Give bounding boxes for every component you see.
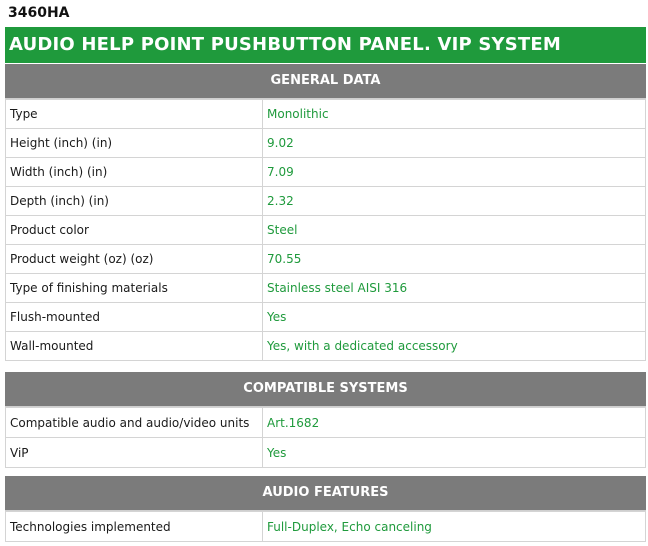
- row-label: Type: [6, 100, 263, 129]
- table-row: [6, 129, 646, 158]
- table-row: [6, 274, 646, 303]
- row-label: ViP: [6, 438, 263, 468]
- section-audio-features: [5, 476, 646, 542]
- table-row: [6, 438, 646, 468]
- row-value: Full-Duplex, Echo canceling: [263, 512, 646, 542]
- section-heading: COMPATIBLE SYSTEMS: [5, 372, 646, 407]
- row-label: Technologies implemented: [6, 512, 263, 542]
- row-value: 70.55: [263, 245, 646, 274]
- table-row: [6, 408, 646, 438]
- row-label: Flush-mounted: [6, 303, 263, 332]
- row-label: Width (inch) (in): [6, 158, 263, 187]
- table-row: [6, 187, 646, 216]
- page-title: AUDIO HELP POINT PUSHBUTTON PANEL. VIP SYSTEM: [5, 27, 646, 63]
- row-label: Height (inch) (in): [6, 129, 263, 158]
- row-value: Yes, with a dedicated accessory: [263, 332, 646, 361]
- row-label: Product weight (oz) (oz): [6, 245, 263, 274]
- row-value: Yes: [263, 438, 646, 468]
- audio-features-table: [5, 511, 646, 542]
- row-value: Monolithic: [263, 100, 646, 129]
- table-row: [6, 245, 646, 274]
- row-value: Art.1682: [263, 408, 646, 438]
- row-label: Product color: [6, 216, 263, 245]
- table-row: [6, 100, 646, 129]
- row-value: 7.09: [263, 158, 646, 187]
- section-heading: GENERAL DATA: [5, 64, 646, 99]
- row-value: 9.02: [263, 129, 646, 158]
- row-value: Stainless steel AISI 316: [263, 274, 646, 303]
- product-code: 3460HA: [8, 5, 70, 21]
- table-row: [6, 303, 646, 332]
- section-general-data: [5, 64, 646, 361]
- section-compatible-systems: [5, 372, 646, 468]
- row-value: Steel: [263, 216, 646, 245]
- row-label: Type of finishing materials: [6, 274, 263, 303]
- table-row: [6, 158, 646, 187]
- general-data-table: [5, 99, 646, 361]
- row-label: Compatible audio and audio/video units: [6, 408, 263, 438]
- row-value: 2.32: [263, 187, 646, 216]
- row-value: Yes: [263, 303, 646, 332]
- table-row: [6, 512, 646, 542]
- row-label: Depth (inch) (in): [6, 187, 263, 216]
- section-heading: AUDIO FEATURES: [5, 476, 646, 511]
- table-row: [6, 216, 646, 245]
- table-row: [6, 332, 646, 361]
- row-label: Wall-mounted: [6, 332, 263, 361]
- compatible-systems-table: [5, 407, 646, 468]
